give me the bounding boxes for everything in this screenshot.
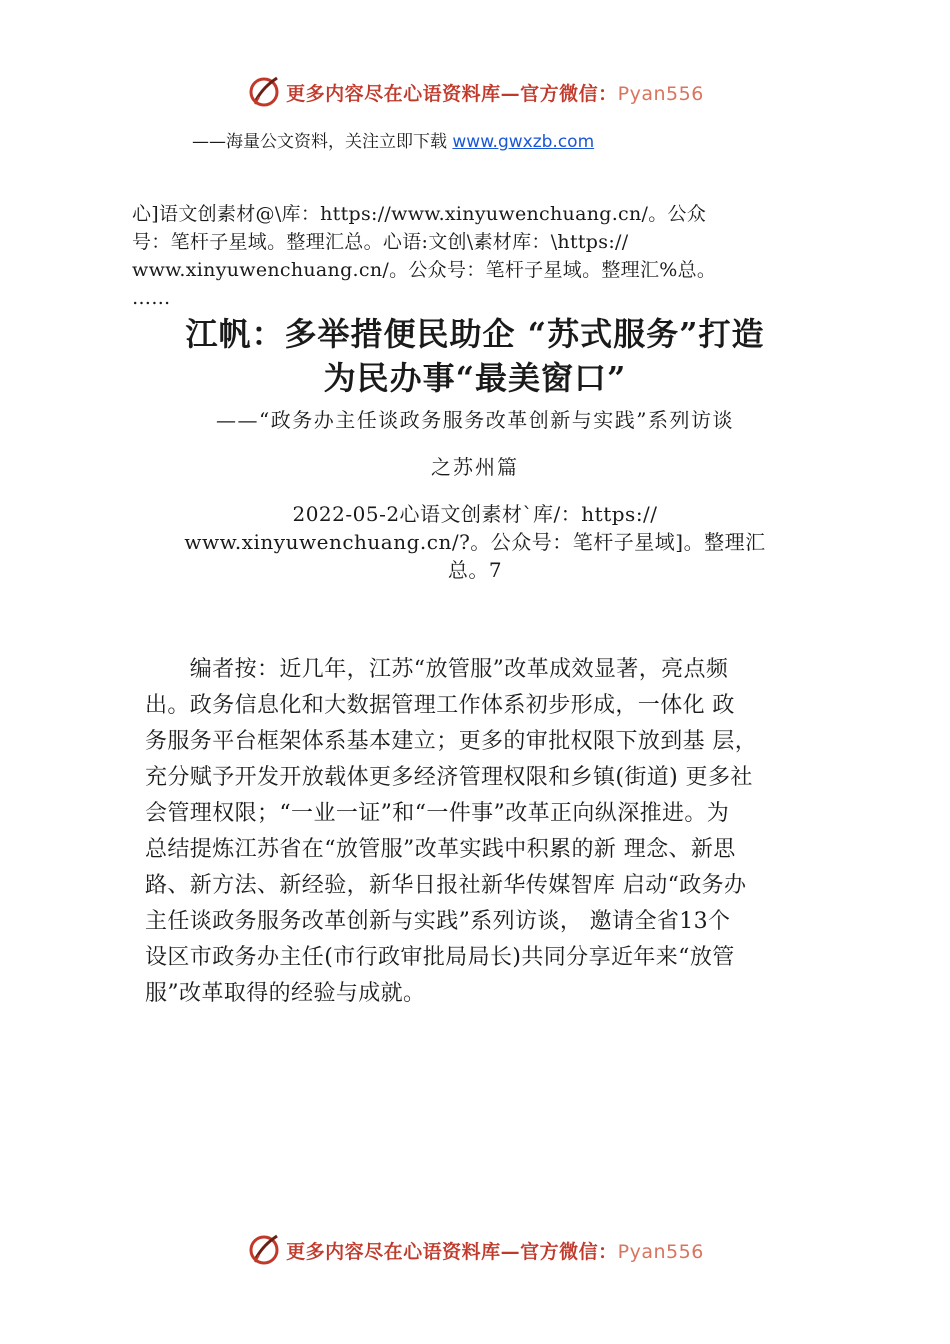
article-dateline: 2022-05-2心语文创素材`库/：https:// www.xinyuwenchuang.cn/?。公众号：笔杆子星域]。整理汇 总。7 (184, 502, 766, 582)
footer-banner-text: 更多内容尽在心语资料库—官方微信：Pyan556 (286, 1240, 704, 1263)
title-line-1: 江帆：多举措便民助企 “苏式服务”打造 (185, 315, 765, 353)
article-subtitle-continued: 之苏州篇 (431, 455, 519, 479)
title-line-2: 为民办事“最美窗口” (323, 359, 627, 397)
watermark-paragraph: 心]语文创素材@\库：https://www.xinyuwenchuang.cn/。公众 号：笔杆子星域。整理汇总。心语:文创\素材库：\https:// www.xinyuwenchuang.cn/。公众号：笔杆子星域。整理汇%总。 …… (132, 203, 717, 309)
header-banner (0, 70, 950, 114)
article-subtitle: ——“政务办主任谈政务服务改革创新与实践”系列访谈 (216, 408, 734, 432)
article-title (0, 312, 950, 400)
download-line-text: ——海量公文资料，关注立即下载 (192, 132, 453, 152)
quill-scroll-logo-icon (246, 1232, 282, 1268)
quill-scroll-logo-icon (246, 74, 282, 110)
editor-note-paragraph: 编者按：近几年，江苏“放管服”改革成效显著，亮点频 出。政务信息化和大数据管理工作体系初步形成，一体化 政 务服务平台框架体系基本建立；更多的审批权限下放到基 层， 充分赋予开发开放载体更多经济管理权限和乡镇(街道) 更多社 会管理权限；“一业一证”和“一件事”改革正向纵深推进。为 总结提炼江苏省在“放管服”改革实践中积累的新 理念、新思 路、新方法、新经验，新华日报社新华传媒智库 启动“政务办 主任谈政务服务改革创新与实践”系列访谈， 邀请全省13个 设区市政务办主任(市行政审批局局长)共同分享近年来“放管 服”改革取得的经验与成就。 (145, 657, 758, 1006)
footer-wechat-id: Pyan556 (617, 1240, 704, 1263)
header-banner-text: 更多内容尽在心语资料库—官方微信：Pyan556 (286, 82, 704, 105)
download-line (192, 127, 594, 152)
header-wechat-id: Pyan556 (617, 82, 704, 105)
footer-banner (0, 1228, 950, 1272)
download-link[interactable]: www.gwxzb.com (452, 132, 595, 152)
